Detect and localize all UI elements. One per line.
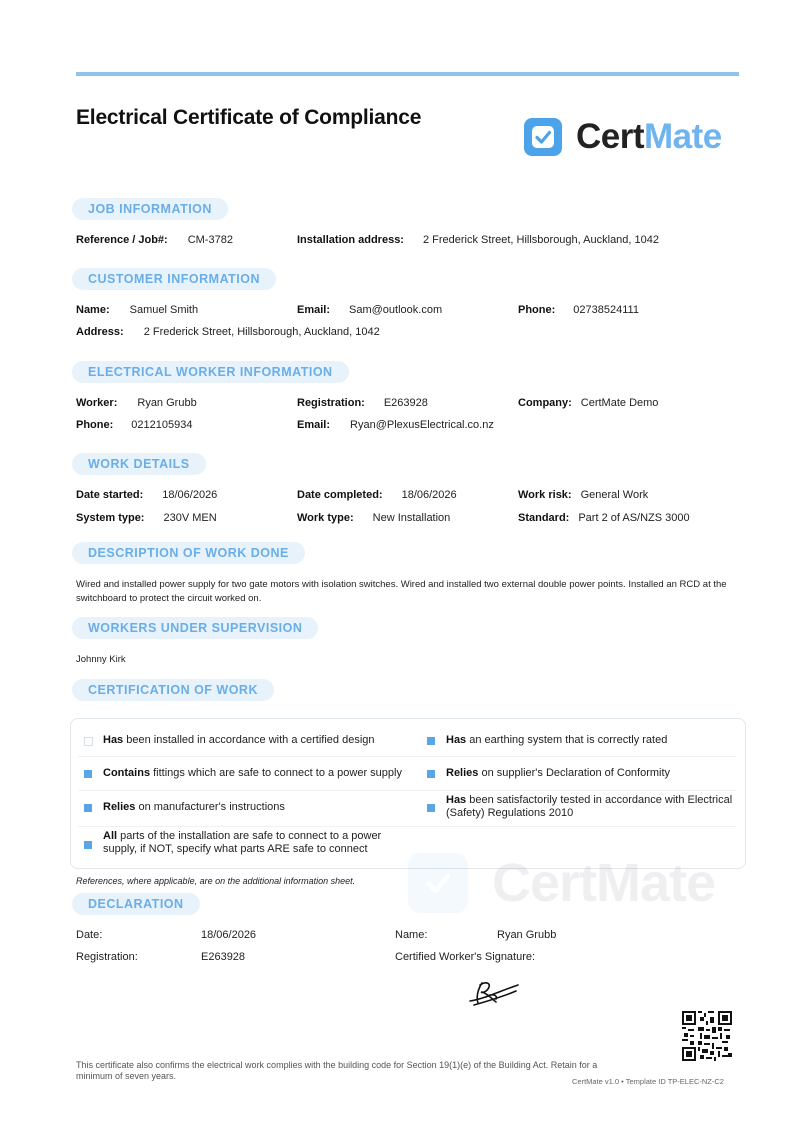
customer-phone: Phone: 02738524111 [518, 304, 639, 316]
date-started: Date started: 18/06/2026 [76, 489, 218, 501]
signature-label: Certified Worker's Signature: [395, 951, 536, 963]
certification-item: Has been satisfactorily tested in accordance with Electrical (Safety) Regulations 2010 [446, 794, 733, 819]
declaration-date-label: Date: [76, 929, 103, 941]
section-work-details: WORK DETAILS [72, 453, 206, 475]
installation-address: Installation address: 2 Frederick Street, Hillsborough, Auckland, 1042 [297, 234, 660, 246]
declaration-name-label: Name: [395, 929, 428, 941]
customer-email: Email: Sam@outlook.com [297, 304, 443, 316]
description-text: Wired and installed power supply for two gate motors with isolation switches. Wired and installed two external double power points. Installed an RCD at the switchboard to protect the circuit worked on. [76, 579, 727, 604]
section-customer-information: CUSTOMER INFORMATION [72, 268, 276, 290]
customer-address: Address: 2 Frederick Street, Hillsborough, Auckland, 1042 [76, 326, 380, 338]
certification-checkbox [84, 804, 92, 812]
certification-checkbox [84, 737, 93, 746]
declaration-name: Ryan Grubb [497, 929, 557, 941]
section-certification: CERTIFICATION OF WORK [72, 679, 274, 701]
check-icon [524, 118, 562, 156]
worker-name: Worker: Ryan Grubb [76, 397, 197, 409]
references-note: References, where applicable, are on the additional information sheet. [76, 876, 356, 886]
qr-code [682, 1011, 732, 1061]
certification-checkbox [84, 770, 92, 778]
certification-checkbox [427, 804, 435, 812]
date-completed: Date completed: 18/06/2026 [297, 489, 457, 501]
certification-checkbox [427, 770, 435, 778]
certification-item: Has an earthing system that is correctly rated [446, 734, 668, 746]
worker-phone: Phone: 0212105934 [76, 419, 193, 431]
section-description: DESCRIPTION OF WORK DONE [72, 542, 305, 564]
job-reference: Reference / Job#: CM-3782 [76, 234, 233, 246]
standard: Standard: Part 2 of AS/NZS 3000 [518, 512, 690, 524]
page-title: Electrical Certificate of Compliance [76, 106, 422, 129]
template-version: CertMate v1.0 • Template ID TP-ELEC-NZ-C2 [572, 1077, 724, 1086]
declaration-registration: E263928 [201, 951, 246, 963]
section-worker-information: ELECTRICAL WORKER INFORMATION [72, 361, 349, 383]
signature-image [466, 975, 522, 1009]
section-supervision: WORKERS UNDER SUPERVISION [72, 617, 318, 639]
worker-registration: Registration: E263928 [297, 397, 428, 409]
top-rule [76, 72, 739, 76]
declaration-registration-label: Registration: [76, 951, 138, 963]
certification-item: Relies on manufacturer's instructions [103, 801, 285, 813]
supervised-worker: Johnny Kirk [76, 654, 126, 665]
customer-name: Name: Samuel Smith [76, 304, 199, 316]
work-risk: Work risk: General Work [518, 489, 649, 501]
certification-item: Has been installed in accordance with a certified design [103, 734, 375, 746]
certification-item: Relies on supplier's Declaration of Conformity [446, 767, 671, 779]
work-type: Work type: New Installation [297, 512, 451, 524]
certification-item: All parts of the installation are safe to connect to a power supply, if NOT, specify what parts ARE safe to connect [103, 830, 382, 855]
brand-logo [524, 117, 722, 157]
watermark-text: CertMate [492, 853, 716, 913]
footer-text: This certificate also confirms the electrical work complies with the building code for Section 19(1)(e) of the Building Act. Retain for a minimum of seven years. [76, 1060, 598, 1081]
worker-company: Company: CertMate Demo [518, 397, 659, 409]
declaration-date: 18/06/2026 [201, 929, 257, 941]
check-icon [408, 853, 468, 913]
system-type: System type: 230V MEN [76, 512, 217, 524]
certification-checkbox [84, 841, 92, 849]
worker-email: Email: Ryan@PlexusElectrical.co.nz [297, 419, 494, 431]
section-job-information: JOB INFORMATION [72, 198, 228, 220]
section-declaration: DECLARATION [72, 893, 200, 915]
certification-checkbox [427, 737, 435, 745]
brand-watermark [408, 852, 715, 914]
brand-name: CertMate [576, 117, 722, 156]
certification-item: Contains fittings which are safe to connect to a power supply [103, 767, 402, 779]
